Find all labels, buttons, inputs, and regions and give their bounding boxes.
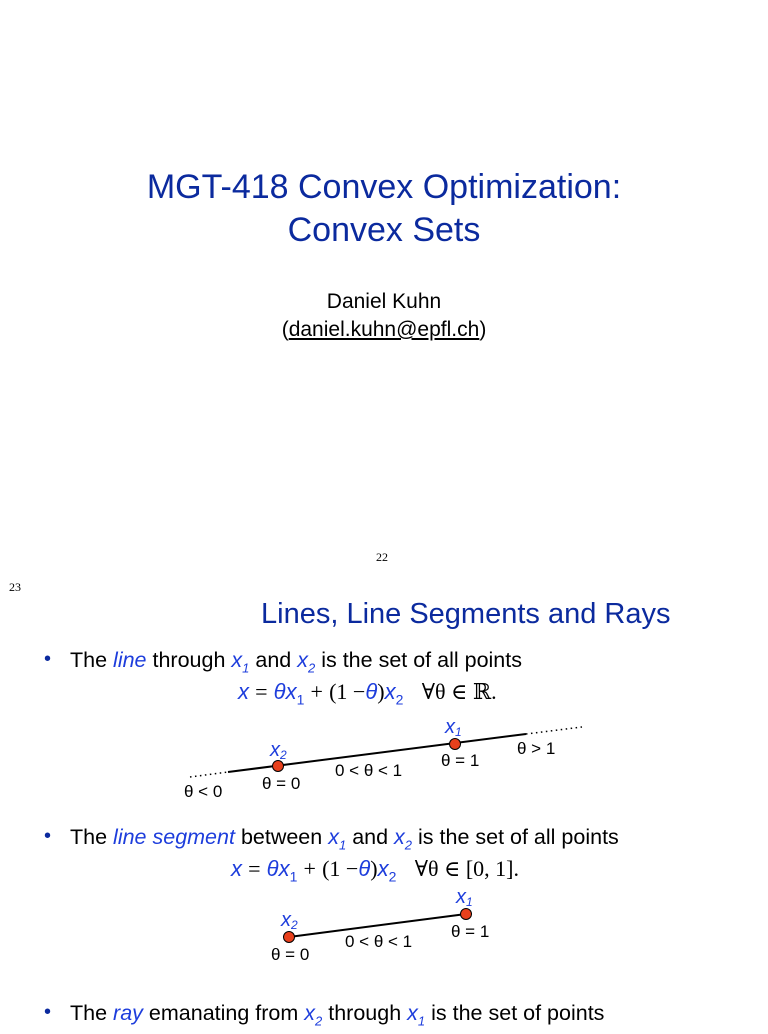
term-line-segment: line segment [113, 825, 235, 849]
var-x1: $x_1$ [231, 648, 250, 676]
line-diagram [184, 716, 582, 801]
label-theta-lt-0: θ < 0 [184, 782, 223, 801]
label-theta-eq-0: θ = 0 [262, 774, 301, 793]
term-ray: ray [113, 1001, 143, 1025]
email-link[interactable]: daniel.kuhn@epfl.ch [288, 318, 480, 341]
segment-label-x1: x1 [456, 886, 473, 909]
page-number-22: 22 [376, 550, 388, 564]
author-name: Daniel Kuhn [326, 290, 442, 313]
slide-title-line1: MGT-418 Convex Optimization: [146, 168, 622, 206]
bullet-ray: • The ray emanating from $x_2$ through $x_1$ is the set of points [44, 1001, 605, 1029]
point-x1 [450, 739, 461, 750]
label-theta-between: 0 < θ < 1 [335, 761, 403, 780]
slide-title-line2: Convex Sets [287, 211, 481, 249]
line-dotted-left [190, 772, 228, 777]
bullet-line-segment: • The line segment between $x_1$ and $x_2$ is the set of all points [44, 825, 619, 853]
formula-line-segment: $x = \theta x_1 + (1 -\theta)x_2$ ∀θ ∈ [0, 1]. [231, 856, 519, 885]
label-x1: x1 [445, 716, 462, 739]
line-dotted-right [526, 727, 582, 734]
segment-label-theta-between: 0 < θ < 1 [345, 932, 413, 951]
author-email: (daniel.kuhn@epfl.ch) [281, 318, 487, 341]
slide-heading: Lines, Line Segments and Rays [261, 598, 671, 630]
bullet-line: • The line through $x_1$ and $x_2$ is the set of all points [44, 648, 522, 676]
bullet-dot: • [44, 1001, 52, 1023]
label-theta-gt-1: θ > 1 [517, 739, 556, 758]
segment-point-x1 [461, 909, 472, 920]
label-theta-eq-1: θ = 1 [441, 751, 480, 770]
bullet-dot: • [44, 825, 52, 847]
segment-label-theta-eq-0: θ = 0 [271, 945, 310, 964]
var-x2: $x_2$ [394, 825, 413, 853]
var-x1: $x_1$ [407, 1001, 426, 1029]
segment-label-x2: x2 [281, 909, 298, 932]
page-number-23: 23 [9, 580, 21, 594]
var-x2: $x_2$ [297, 648, 316, 676]
var-x1: $x_1$ [328, 825, 347, 853]
bullet-dot: • [44, 648, 52, 670]
segment-point-x2 [284, 932, 295, 943]
formula-line: $x = \theta x_1 + (1 -\theta)x_2$ ∀θ ∈ ℝ. [238, 679, 497, 708]
term-line: line [113, 648, 147, 672]
segment-diagram [271, 886, 489, 964]
var-x2: $x_2$ [304, 1001, 323, 1029]
label-x2: x2 [270, 739, 287, 762]
segment-label-theta-eq-1: θ = 1 [451, 922, 490, 941]
point-x2 [273, 761, 284, 772]
